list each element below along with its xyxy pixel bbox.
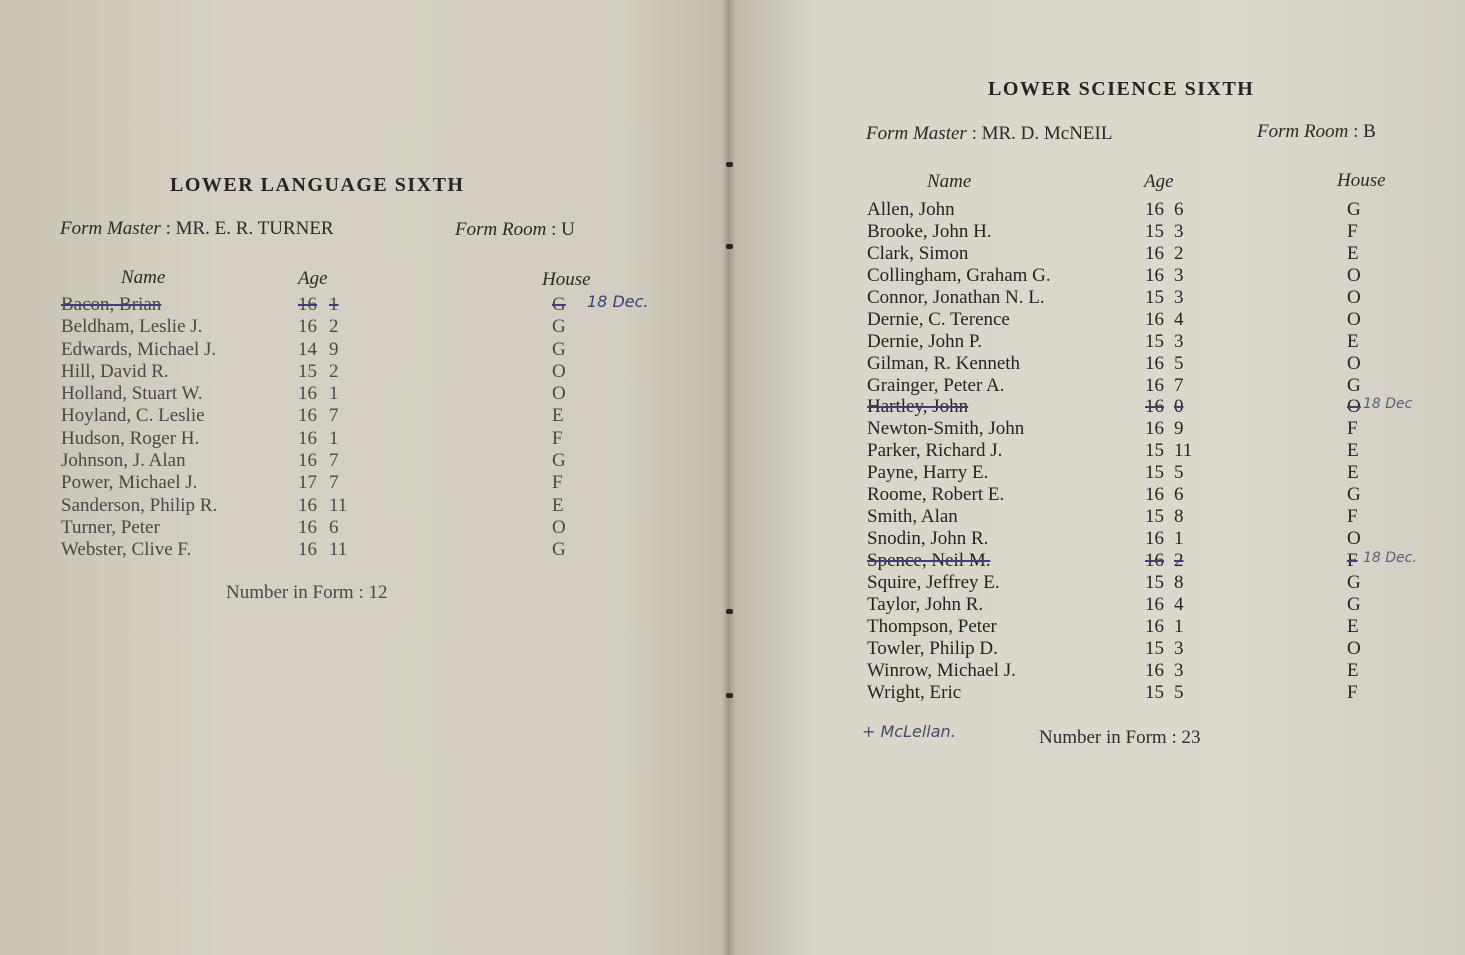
right-form-room: Form Room : B	[1257, 121, 1376, 142]
student-age-months: 2	[1174, 550, 1184, 571]
student-row	[867, 199, 1457, 221]
student-age-years: 16	[1145, 199, 1164, 220]
form-room-label: Form Room	[455, 219, 547, 240]
student-name: Allen, John	[867, 199, 955, 220]
student-age-months: 9	[329, 338, 339, 360]
student-name: Gilman, R. Kenneth	[867, 352, 1021, 374]
student-house: O	[1347, 396, 1361, 418]
student-row	[867, 594, 1457, 616]
student-row	[867, 287, 1457, 309]
student-house: F	[1347, 506, 1358, 528]
student-age-years: 16	[298, 450, 317, 472]
student-row	[61, 428, 701, 450]
right-col-age: Age	[1144, 171, 1174, 192]
student-house: O	[1347, 308, 1361, 330]
handwritten-note: 18 Dec	[1363, 396, 1413, 413]
student-name: Newton-Smith, John	[867, 418, 1025, 440]
student-house: E	[552, 405, 564, 427]
student-name: Johnson, J. Alan	[61, 450, 186, 472]
student-house: G	[1347, 571, 1361, 593]
student-age-years: 15	[1145, 286, 1164, 308]
student-row	[867, 440, 1457, 462]
student-name: Hudson, Roger H.	[61, 427, 200, 449]
student-name: Edwards, Michael J.	[61, 338, 217, 360]
student-age-months: 1	[329, 383, 339, 405]
left-col-age: Age	[298, 268, 328, 289]
student-age-years: 15	[1145, 330, 1164, 352]
student-row	[867, 660, 1457, 682]
student-age-months: 6	[1174, 199, 1184, 220]
student-house: G	[1347, 199, 1361, 220]
student-row	[61, 294, 701, 316]
student-house: G	[1347, 374, 1361, 396]
student-age-years: 16	[298, 494, 317, 516]
staple	[726, 609, 733, 614]
student-row	[867, 572, 1457, 594]
right-form-master: Form Master : MR. D. McNEIL	[866, 123, 1113, 144]
student-row	[867, 243, 1457, 265]
student-age-months: 1	[329, 294, 339, 315]
student-row	[61, 316, 701, 338]
student-age-years: 14	[298, 338, 317, 360]
student-name: Squire, Jeffrey E.	[867, 571, 1000, 593]
student-age-years: 15	[298, 360, 317, 382]
student-age-years: 16	[1145, 396, 1164, 418]
student-name: Hartley, John	[867, 396, 969, 418]
right-student-list	[867, 199, 1457, 704]
student-age-years: 15	[1145, 220, 1164, 242]
student-row	[867, 265, 1457, 287]
student-row	[867, 309, 1457, 331]
right-form-title: LOWER SCIENCE SIXTH	[988, 78, 1255, 100]
student-row	[61, 495, 701, 517]
student-house: G	[1347, 593, 1361, 615]
student-age-years: 15	[1145, 571, 1164, 593]
student-age-months: 3	[1174, 264, 1184, 286]
right-col-house: House	[1337, 170, 1386, 191]
student-age-years: 16	[1145, 242, 1164, 264]
left-col-name: Name	[121, 267, 166, 288]
form-master-label: Form Master	[60, 218, 161, 239]
form-room-value: B	[1363, 121, 1376, 142]
student-age-months: 2	[329, 316, 339, 338]
student-name: Wright, Eric	[867, 681, 962, 703]
student-house: E	[1347, 615, 1359, 637]
student-age-months: 8	[1174, 506, 1184, 528]
student-age-years: 16	[1145, 308, 1164, 330]
student-name: Brooke, John H.	[867, 220, 992, 242]
student-house: G	[552, 294, 566, 315]
count-value: 12	[368, 582, 388, 603]
student-row	[61, 539, 701, 561]
student-age-years: 16	[1145, 264, 1164, 286]
student-house: G	[552, 450, 566, 472]
student-row	[867, 331, 1457, 353]
student-house: G	[552, 338, 566, 360]
student-name: Winrow, Michael J.	[867, 659, 1016, 681]
student-name: Snodin, John R.	[867, 528, 989, 550]
student-house: F	[1347, 550, 1358, 571]
student-age-years: 15	[1145, 440, 1164, 462]
student-age-months: 11	[1174, 440, 1193, 462]
student-age-months: 4	[1174, 308, 1184, 330]
left-col-house: House	[542, 269, 591, 290]
student-row	[61, 450, 701, 472]
student-house: O	[552, 360, 566, 382]
left-student-list	[61, 294, 701, 562]
handwritten-note: 18 Dec.	[587, 292, 649, 311]
student-age-years: 15	[1145, 637, 1164, 659]
student-row	[867, 221, 1457, 243]
book-spine	[722, 0, 736, 955]
student-house: F	[1347, 220, 1358, 242]
student-age-months: 6	[1174, 484, 1184, 506]
form-master-label: Form Master	[866, 123, 967, 144]
staple	[726, 693, 733, 698]
student-house: F	[1347, 418, 1358, 440]
student-age-months: 3	[1174, 659, 1184, 681]
student-row	[867, 353, 1457, 375]
student-age-years: 16	[1145, 593, 1164, 615]
student-age-months: 3	[1174, 220, 1184, 242]
student-age-months: 7	[1174, 374, 1184, 396]
student-name: Power, Michael J.	[61, 472, 198, 494]
student-age-years: 16	[1145, 528, 1164, 550]
student-row	[867, 682, 1457, 704]
student-house: G	[1347, 484, 1361, 506]
student-name: Thompson, Peter	[867, 615, 997, 637]
student-house: F	[1347, 681, 1358, 703]
student-age-months: 3	[1174, 286, 1184, 308]
student-age-months: 7	[329, 450, 339, 472]
student-age-months: 5	[1174, 462, 1184, 484]
student-age-years: 17	[298, 472, 317, 494]
student-house: O	[552, 383, 566, 405]
left-form-master: Form Master : MR. E. R. TURNER	[60, 218, 334, 239]
student-age-years: 16	[1145, 374, 1164, 396]
student-name: Beldham, Leslie J.	[61, 316, 203, 338]
form-master-value: MR. E. R. TURNER	[175, 218, 334, 239]
staple	[726, 244, 733, 249]
student-age-months: 7	[329, 405, 339, 427]
student-house: O	[1347, 352, 1361, 374]
form-room-label: Form Room	[1257, 121, 1349, 142]
student-age-years: 16	[1145, 352, 1164, 374]
student-house: O	[1347, 286, 1361, 308]
student-age-months: 3	[1174, 637, 1184, 659]
count-label: Number in Form	[226, 582, 354, 603]
student-house: E	[1347, 242, 1359, 264]
student-age-years: 16	[1145, 484, 1164, 506]
student-house: G	[552, 316, 566, 338]
student-row	[867, 462, 1457, 484]
count-label: Number in Form	[1039, 727, 1167, 748]
student-name: Holland, Stuart W.	[61, 383, 203, 405]
student-name: Grainger, Peter A.	[867, 374, 1005, 396]
student-house: F	[552, 472, 563, 494]
student-house: O	[1347, 637, 1361, 659]
student-age-months: 2	[329, 360, 339, 382]
student-age-months: 2	[1174, 242, 1184, 264]
left-form-room: Form Room : U	[455, 219, 575, 240]
student-age-years: 16	[298, 516, 317, 538]
student-age-years: 15	[1145, 681, 1164, 703]
student-name: Hill, David R.	[61, 360, 169, 382]
student-name: Smith, Alan	[867, 506, 958, 528]
student-name: Taylor, John R.	[867, 593, 984, 615]
student-age-years: 15	[1145, 506, 1164, 528]
student-age-months: 9	[1174, 418, 1184, 440]
form-master-value: MR. D. McNEIL	[981, 123, 1113, 144]
student-age-years: 16	[298, 427, 317, 449]
student-age-months: 8	[1174, 571, 1184, 593]
student-house: E	[1347, 330, 1359, 352]
student-name: Sanderson, Philip R.	[61, 494, 218, 516]
student-age-months: 11	[329, 494, 348, 516]
student-age-months: 0	[1174, 396, 1184, 418]
student-age-months: 4	[1174, 593, 1184, 615]
left-form-title: LOWER LANGUAGE SIXTH	[170, 174, 465, 196]
student-row	[867, 418, 1457, 440]
student-age-years: 16	[1145, 659, 1164, 681]
student-row	[867, 484, 1457, 506]
student-row	[61, 383, 701, 405]
student-name: Dernie, C. Terence	[867, 308, 1010, 330]
student-row	[867, 506, 1457, 528]
form-room-value: U	[561, 219, 575, 240]
student-row	[61, 405, 701, 427]
staple	[726, 162, 733, 167]
student-name: Webster, Clive F.	[61, 539, 192, 561]
student-age-years: 15	[1145, 462, 1164, 484]
student-age-years: 16	[298, 294, 317, 315]
student-age-months: 5	[1174, 352, 1184, 374]
student-age-months: 6	[329, 516, 339, 538]
student-name: Connor, Jonathan N. L.	[867, 286, 1045, 308]
student-house: F	[552, 427, 563, 449]
student-row	[61, 472, 701, 494]
count-value: 23	[1181, 727, 1201, 748]
student-age-years: 16	[298, 383, 317, 405]
student-name: Clark, Simon	[867, 242, 969, 264]
student-age-months: 3	[1174, 330, 1184, 352]
right-form-count: Number in Form : 23	[1039, 727, 1201, 748]
student-name: Payne, Harry E.	[867, 462, 989, 484]
student-house: E	[552, 494, 564, 516]
student-age-months: 1	[1174, 615, 1184, 637]
student-house: O	[1347, 264, 1361, 286]
student-house: E	[1347, 659, 1359, 681]
student-row	[61, 361, 701, 383]
student-name: Parker, Richard J.	[867, 440, 1003, 462]
right-col-name: Name	[927, 171, 972, 192]
student-house: O	[552, 516, 566, 538]
student-row	[61, 517, 701, 539]
student-age-years: 16	[1145, 418, 1164, 440]
student-row	[867, 396, 1457, 418]
handwritten-addition: + McLellan.	[862, 722, 956, 741]
student-row	[867, 550, 1457, 572]
student-name: Bacon, Brian	[61, 294, 162, 315]
student-name: Roome, Robert E.	[867, 484, 1005, 506]
student-name: Turner, Peter	[61, 516, 160, 538]
student-house: E	[1347, 462, 1359, 484]
handwritten-note: 18 Dec.	[1363, 550, 1417, 566]
student-age-months: 7	[329, 472, 339, 494]
student-name: Collingham, Graham G.	[867, 264, 1051, 286]
student-house: E	[1347, 440, 1359, 462]
student-name: Hoyland, C. Leslie	[61, 405, 205, 427]
left-form-count: Number in Form : 12	[226, 582, 388, 603]
student-row	[61, 339, 701, 361]
student-age-years: 16	[1145, 550, 1164, 571]
student-row	[867, 638, 1457, 660]
student-row	[867, 616, 1457, 638]
student-age-months: 1	[1174, 528, 1184, 550]
student-age-years: 16	[298, 539, 317, 561]
student-age-months: 1	[329, 427, 339, 449]
student-age-months: 5	[1174, 681, 1184, 703]
student-name: Spence, Neil M.	[867, 550, 991, 571]
student-house: G	[552, 539, 566, 561]
student-house: O	[1347, 528, 1361, 550]
student-age-years: 16	[298, 405, 317, 427]
student-name: Dernie, John P.	[867, 330, 983, 352]
student-age-years: 16	[1145, 615, 1164, 637]
student-age-months: 11	[329, 539, 348, 561]
student-age-years: 16	[298, 316, 317, 338]
student-name: Towler, Philip D.	[867, 637, 998, 659]
